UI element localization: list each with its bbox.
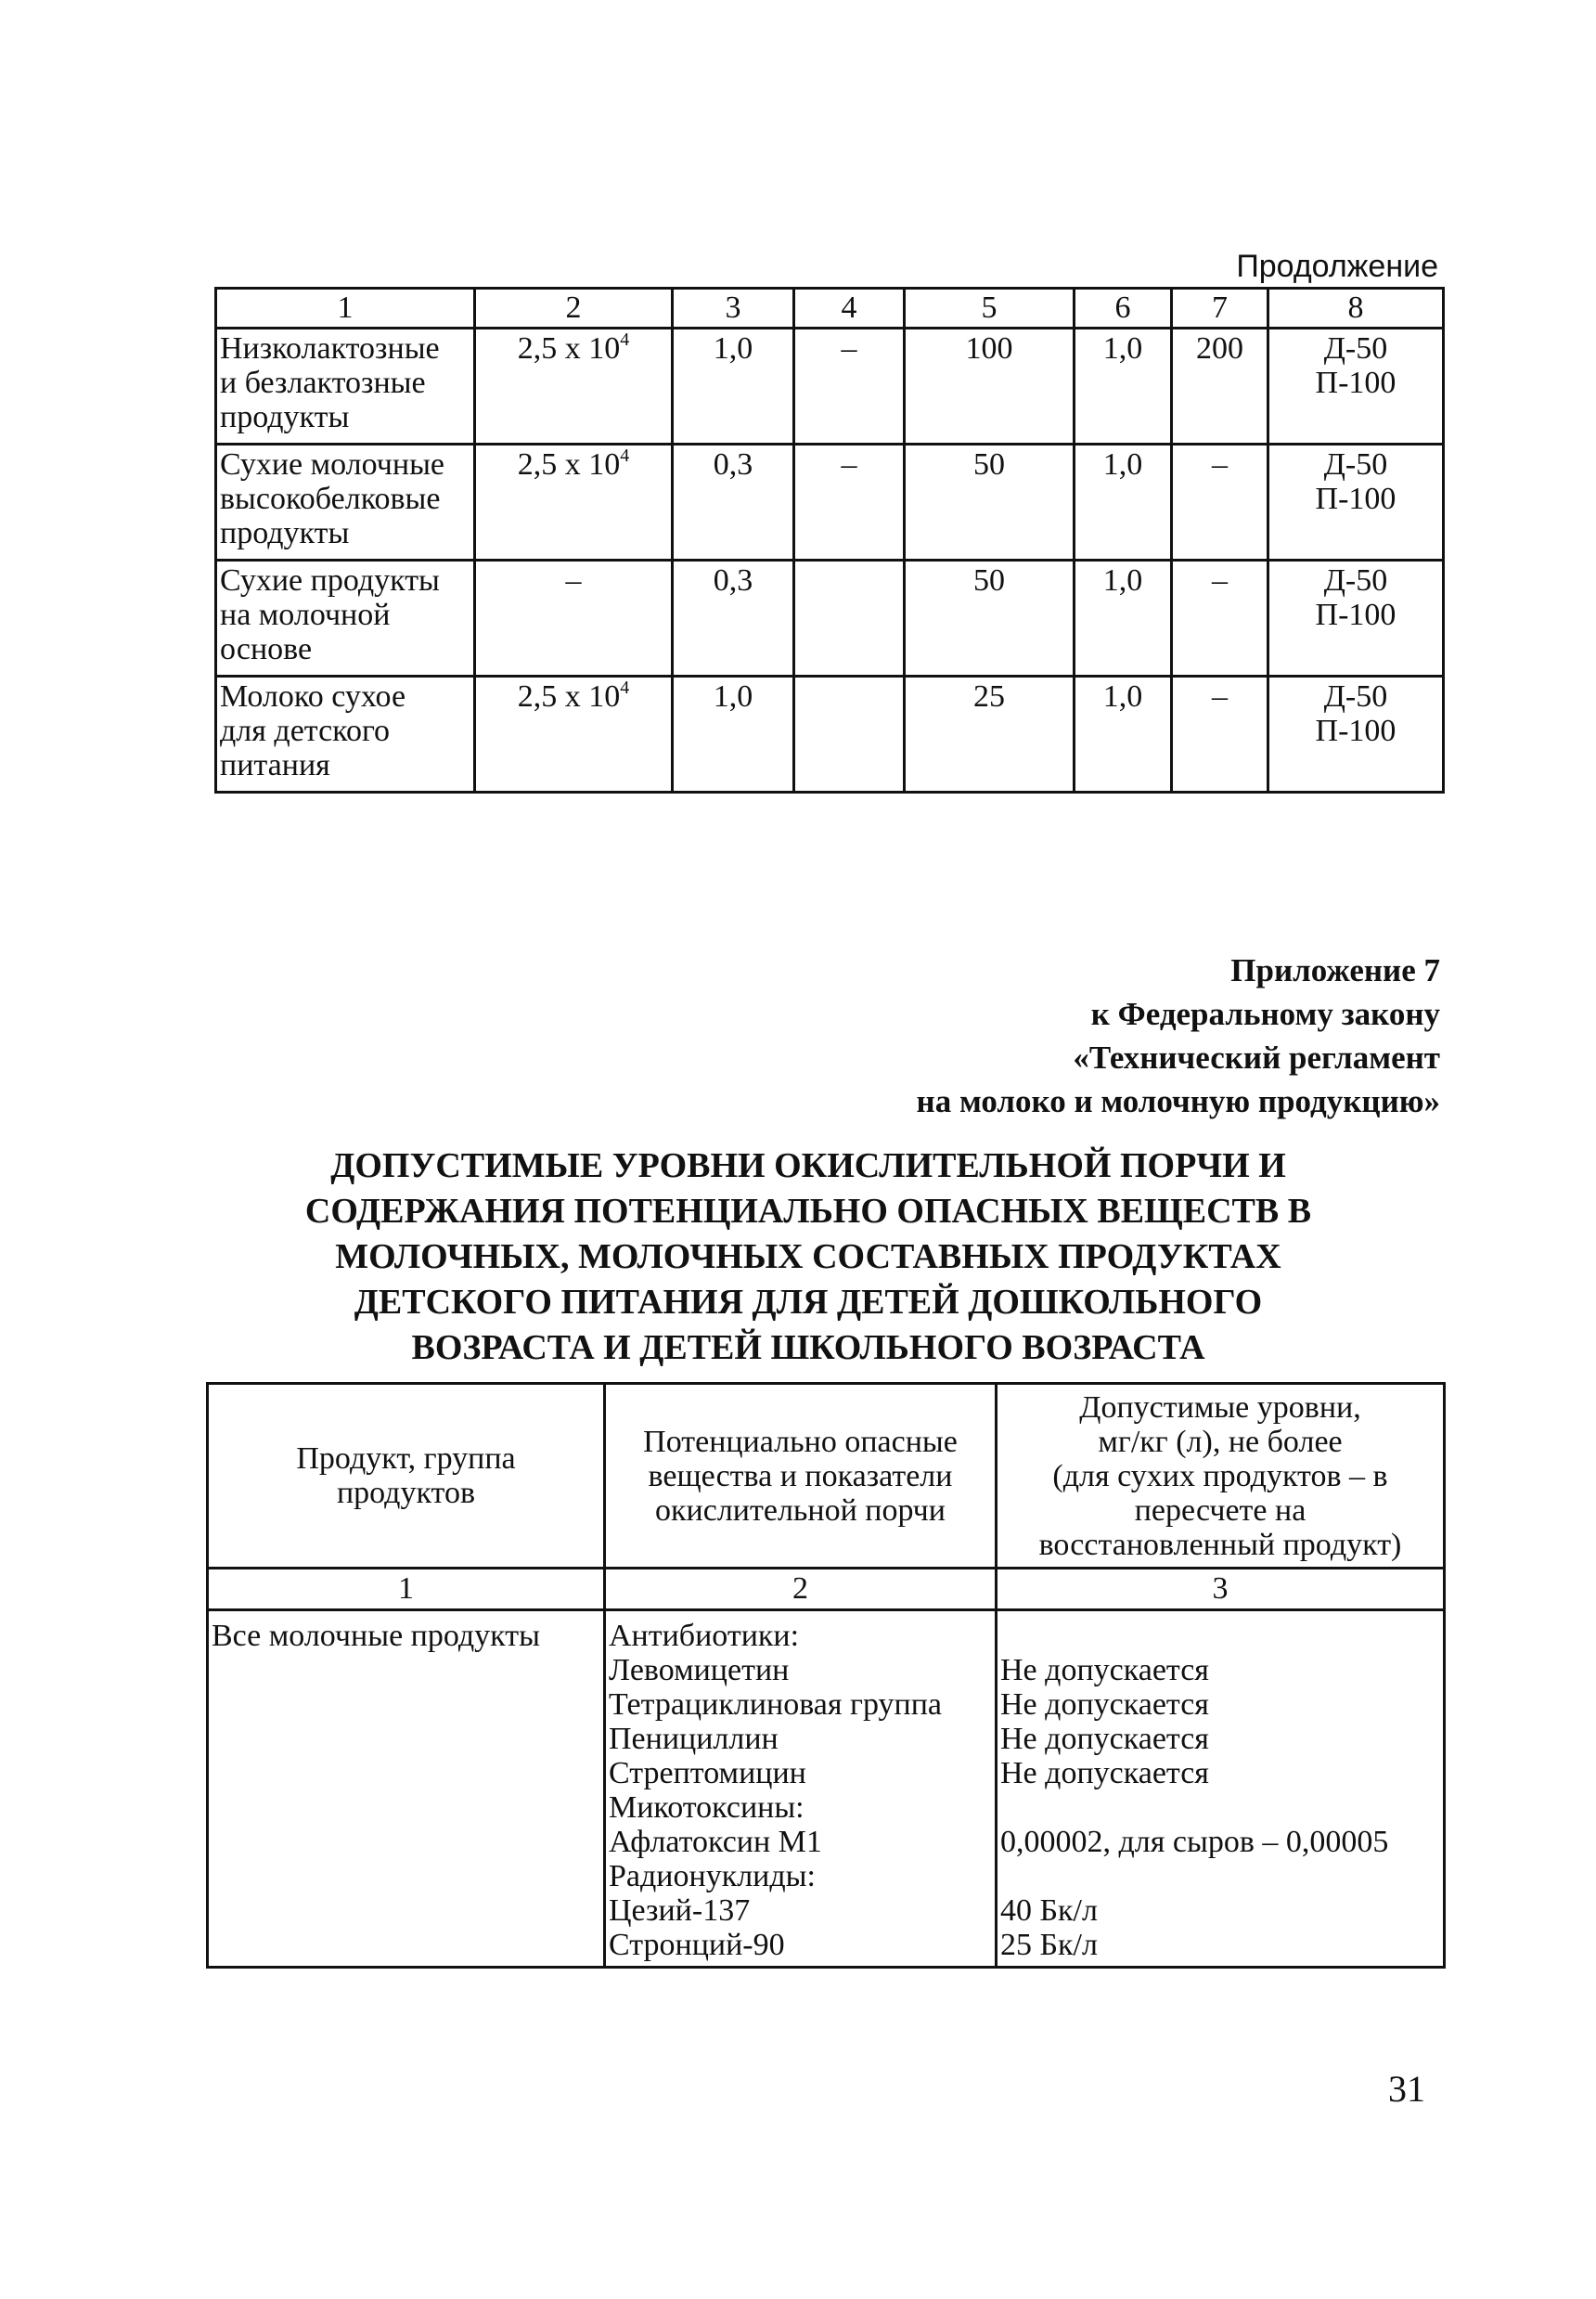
level-item: Не допускается: [1000, 1756, 1209, 1790]
table1-header-cell: 3: [673, 289, 794, 329]
product-cell: Все молочные продукты: [208, 1610, 605, 1968]
title-line: МОЛОЧНЫХ, МОЛОЧНЫХ СОСТАВНЫХ ПРОДУКТАХ: [335, 1237, 1281, 1276]
value-cell: [794, 677, 905, 793]
product-name-cell: Низколактозные и безлактозные продукты: [216, 329, 475, 445]
substance-item: Микотоксины:: [609, 1790, 804, 1825]
substance-item: Афлатоксин М1: [609, 1825, 822, 1859]
value-cell: Д-50 П-100: [1268, 561, 1444, 677]
level-item: [1000, 1859, 1440, 1893]
level-item: [1000, 1790, 1440, 1825]
value-cell: 1,0: [673, 677, 794, 793]
appendix-header: [605, 949, 1440, 1123]
table2-header-row: [208, 1384, 1445, 1569]
table1-header-cell: 8: [1268, 289, 1444, 329]
value-cell: –: [1172, 445, 1268, 561]
value-cell: 2,5 х $10^4$: [475, 329, 673, 445]
value-cell: 0,3: [673, 445, 794, 561]
substance-item: Антибиотики:: [609, 1619, 800, 1653]
appendix-line: на молоко и молочную продукцию»: [916, 1083, 1440, 1119]
table1-row: [216, 561, 1444, 677]
appendix-line: к Федеральному закону: [1090, 996, 1440, 1032]
value-cell: –: [1172, 677, 1268, 793]
product-name-cell: Сухие продукты на молочной основе: [216, 561, 475, 677]
title-line: СОДЕРЖАНИЯ ПОТЕНЦИАЛЬНО ОПАСНЫХ ВЕЩЕСТВ В: [304, 1192, 1312, 1231]
substance-item: Стронций-90: [609, 1928, 785, 1962]
title-line: ДЕТСКОГО ПИТАНИЯ ДЛЯ ДЕТЕЙ ДОШКОЛЬНОГО: [354, 1283, 1263, 1322]
substance-item: Пенициллин: [609, 1722, 779, 1756]
level-item: Не допускается: [1000, 1722, 1209, 1756]
appendix-line: «Технический регламент: [1073, 1040, 1440, 1076]
appendix-line: Приложение 7: [1230, 952, 1440, 988]
substance-item: Радионуклиды:: [609, 1859, 816, 1893]
table2-row: [208, 1610, 1445, 1968]
table1-row: [216, 677, 1444, 793]
level-item: [1000, 1619, 1440, 1653]
title-line: ДОПУСТИМЫЕ УРОВНИ ОКИСЛИТЕЛЬНОЙ ПОРЧИ И: [330, 1146, 1286, 1185]
page-number: 31: [1388, 2068, 1425, 2110]
value-cell: 1,0: [673, 329, 794, 445]
continuation-label: Продолжение: [1236, 249, 1438, 284]
value-cell: 0,3: [673, 561, 794, 677]
value-cell: [794, 561, 905, 677]
table1-row: [216, 329, 1444, 445]
value-cell: Д-50 П-100: [1268, 329, 1444, 445]
level-item: 40 Бк/л: [1000, 1893, 1098, 1928]
hazard-levels-table: [206, 1382, 1446, 1969]
value-cell: –: [794, 445, 905, 561]
table1-header-cell: 6: [1075, 289, 1172, 329]
product-name-cell: Сухие молочные высокобелковые продукты: [216, 445, 475, 561]
column-header-levels: Допустимые уровни, мг/кг (л), не более (для сухих продуктов – в пересчете на восстановленный продукт): [997, 1384, 1445, 1569]
substance-item: Левомицетин: [609, 1653, 790, 1687]
substance-item: Цезий-137: [609, 1893, 751, 1928]
value-cell: 200: [1172, 329, 1268, 445]
substance-item: Стрептомицин: [609, 1756, 806, 1790]
level-item: Не допускается: [1000, 1687, 1209, 1722]
column-header-substances: Потенциально опасные вещества и показатели окислительной порчи: [605, 1384, 997, 1569]
value-cell: 2,5 х $10^4$: [475, 445, 673, 561]
table1-row: [216, 445, 1444, 561]
value-cell: 1,0: [1075, 677, 1172, 793]
product-name-cell: Молоко сухое для детского питания: [216, 677, 475, 793]
value-cell: 50: [905, 445, 1075, 561]
value-cell: 1,0: [1075, 561, 1172, 677]
value-cell: –: [475, 561, 673, 677]
table1-header-cell: 2: [475, 289, 673, 329]
table1-header-row: [216, 289, 1444, 329]
value-cell: 25: [905, 677, 1075, 793]
document-title: [214, 1143, 1402, 1371]
value-cell: –: [1172, 561, 1268, 677]
value-cell: Д-50 П-100: [1268, 445, 1444, 561]
table1-header-cell: 1: [216, 289, 475, 329]
value-cell: 1,0: [1075, 445, 1172, 561]
value-cell: 100: [905, 329, 1075, 445]
value-cell: 2,5 х $10^4$: [475, 677, 673, 793]
levels-cell: [997, 1610, 1445, 1968]
value-cell: –: [794, 329, 905, 445]
title-line: ВОЗРАСТА И ДЕТЕЙ ШКОЛЬНОГО ВОЗРАСТА: [411, 1328, 1205, 1367]
column-number: 3: [997, 1569, 1445, 1610]
column-header-product: Продукт, группа продуктов: [208, 1384, 605, 1569]
level-item: 0,00002, для сыров – 0,00005: [1000, 1825, 1389, 1859]
table2-number-row: [208, 1569, 1445, 1610]
level-item: Не допускается: [1000, 1653, 1209, 1687]
limits-table-continued: [214, 287, 1445, 794]
column-number: 2: [605, 1569, 997, 1610]
table1-header-cell: 7: [1172, 289, 1268, 329]
table1-header-cell: 4: [794, 289, 905, 329]
substance-item: Тетрациклиновая группа: [609, 1687, 943, 1722]
value-cell: Д-50 П-100: [1268, 677, 1444, 793]
value-cell: 1,0: [1075, 329, 1172, 445]
value-cell: 50: [905, 561, 1075, 677]
table1-header-cell: 5: [905, 289, 1075, 329]
level-item: 25 Бк/л: [1000, 1928, 1098, 1962]
column-number: 1: [208, 1569, 605, 1610]
substances-cell: [605, 1610, 997, 1968]
